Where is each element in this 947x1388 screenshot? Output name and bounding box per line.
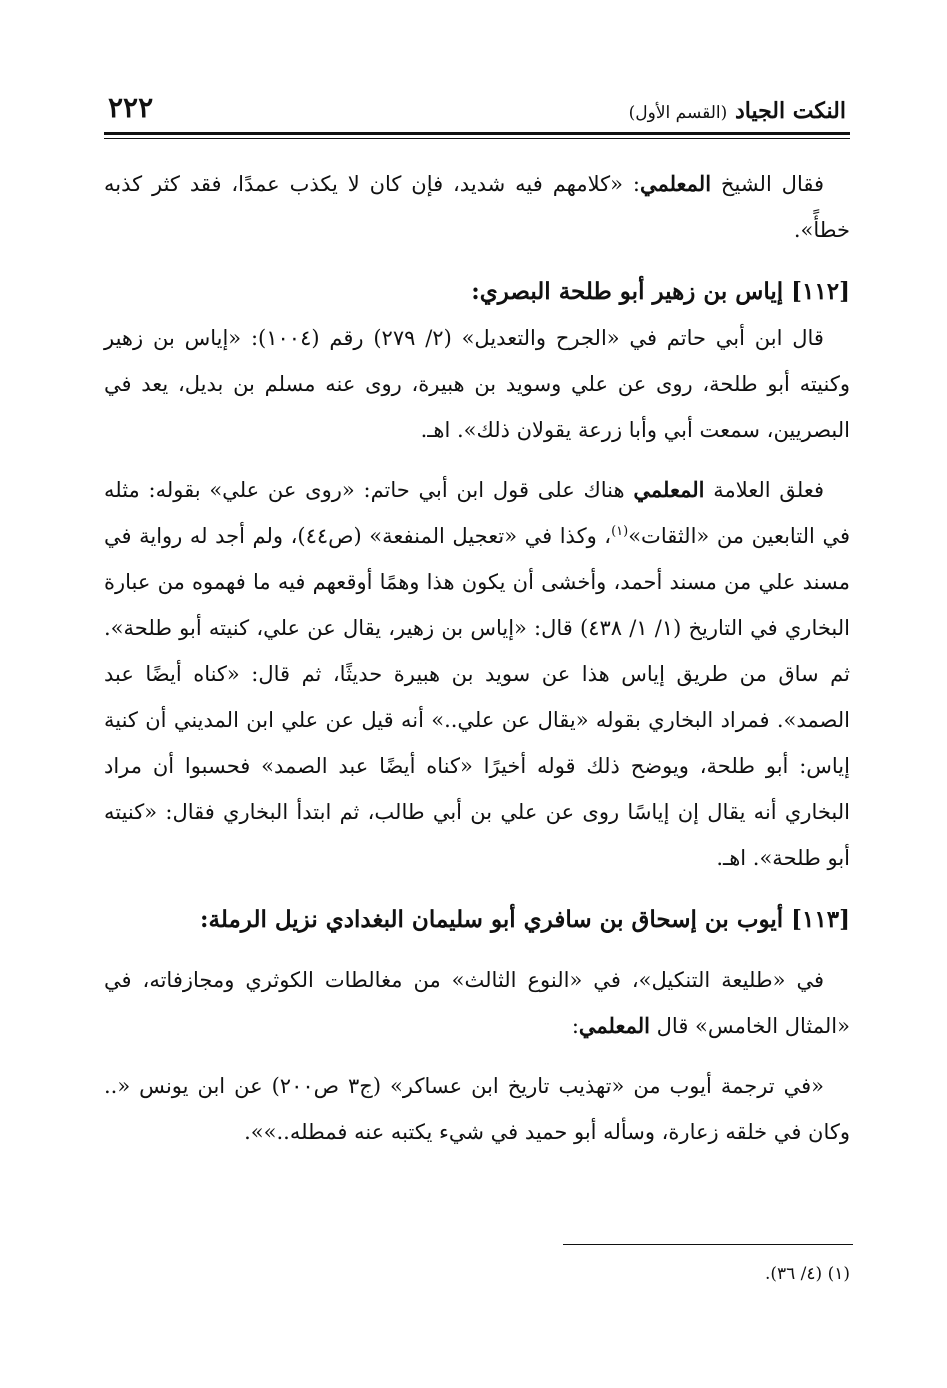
footnote-1 bbox=[560, 1262, 850, 1286]
paragraph-1 bbox=[104, 161, 850, 253]
entry-heading-112: [١١٢] إياس بن زهير أبو طلحة البصري: bbox=[471, 278, 850, 305]
running-subtitle: (القسم الأول) bbox=[628, 103, 728, 123]
paragraph-4-colon: : bbox=[571, 1014, 579, 1038]
header-rule-thick bbox=[104, 132, 850, 135]
footnote-reference[interactable]: (١) bbox=[611, 524, 629, 539]
page-number: ٢٢٢ bbox=[108, 91, 154, 124]
paragraph-3-continuation: ، وكذا في «تعجيل المنفعة» (ص٤٤)، ولم أجد له رواية في مسند علي من مسند أحمد، وأخشى أن يكون هذا وهمًا أوقعهم فيه ما فهموه من عبارة البخاري في التاريخ (١/ ١/ ٤٣٨) قال: «إياس بن زهير، يقال عن علي، كنيته أبو طلحة». ثم ساق من طريق إياس هذا عن سويد بن هبيرة حديثًا، ثم قال: «كناه أيضًا عبد الصمد». فمراد البخاري بقوله «يقال عن علي..» أنه قيل عن علي ابن المديني أن كنية إياس: أبو طلحة، ويوضح ذلك قوله أخيرًا «كناه أيضًا عبد الصمد» فحسبوا أن مراد البخاري أنه يقال إن إياسًا روى عن علي بن أبي طالب، ثم ابتدأ البخاري فقال: «كنيته أبو طلحة». اهـ. bbox=[104, 524, 850, 870]
paragraph-3-lead: فعلق العلامة bbox=[704, 478, 824, 502]
document-page bbox=[104, 78, 850, 1155]
paragraph-1-lead: فقال الشيخ bbox=[711, 172, 824, 196]
entry-heading-113: [١١٣] أيوب بن إسحاق بن سافري أبو سليمان البغدادي نزيل الرملة: bbox=[200, 906, 850, 933]
paragraph-4 bbox=[104, 957, 850, 1049]
author-name: المعلمي bbox=[578, 1013, 650, 1038]
paragraph-3-text: هناك على قول ابن أبي حاتم: «روى عن علي» بقوله: مثله في التابعين من «الثقات» bbox=[104, 478, 850, 548]
body-text bbox=[104, 161, 850, 1155]
footnote-text: (٤/ ٣٦). bbox=[764, 1264, 828, 1284]
footnote-marker: (١) bbox=[827, 1264, 850, 1284]
running-title-main: النكت الجياد bbox=[734, 98, 846, 124]
header-rule-thin bbox=[104, 138, 850, 139]
page-header bbox=[104, 78, 850, 122]
paragraph-3 bbox=[104, 467, 850, 881]
paragraph-1-quote: : «كلامهم فيه شديد، فإن كان لا يكذب عمدًا، فقد كثر كذبه خطأً». bbox=[104, 172, 850, 242]
footnote-separator bbox=[563, 1244, 853, 1245]
paragraph-5: «في ترجمة أيوب من «تهذيب تاريخ ابن عساكر» (ج٣ ص٢٠٠) عن ابن يونس «.. وكان في خلقه زعارة، وسأله أبو حميد في شيء يكتبه عنه فمطله..»». bbox=[104, 1074, 850, 1144]
paragraph-2: قال ابن أبي حاتم في «الجرح والتعديل» (٢/ ٢٧٩) رقم (١٠٠٤): «إياس بن زهير وكنيته أبو طلحة، روى عن علي وسويد بن هبيرة، روى عنه مسلم بن بديل، يعد في البصريين، سمعت أبي وأبا زرعة يقولان ذلك». اهـ. bbox=[104, 326, 850, 442]
author-name: المعلمي bbox=[639, 171, 712, 196]
author-name: المعلمي bbox=[633, 477, 705, 502]
paragraph-4-lead: في «طليعة التنكيل»، في «النوع الثالث» من مغالطات الكوثري ومجازفاته، في «المثال الخامس» قال bbox=[104, 968, 850, 1038]
running-title bbox=[629, 100, 846, 122]
